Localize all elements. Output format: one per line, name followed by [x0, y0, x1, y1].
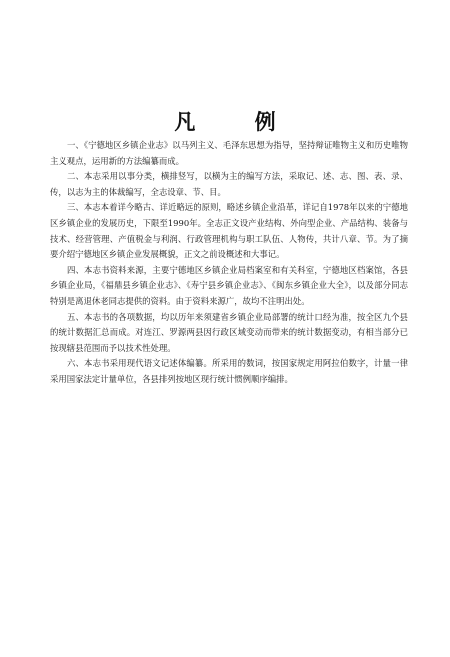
paragraph-5: 五、本志书的各项数据，均以历年来须建省乡镇企业局部署的统计口经为准，按全区九个县的统计数据汇总而成。对连江、罗源两县因行政区域变动而带来的统计数据变动，有相当部分已按现辖县范围而予以技术性处理。	[50, 311, 408, 353]
paragraph-4: 四、本志书资料来源，主要宁德地区乡镇企业局档案室和有关科室，宁德地区档案馆，各县乡镇企业局，《福鼎县乡镇企业志》、《寿宁县乡镇企业志》、《闽东乡镇企业大全》，以及部分同志特别是离退休老同志提供的资料。由于资料来源广，故均不注明出处。	[50, 264, 408, 306]
paragraph-3: 三、本志本着详今略古、详近略远的原则，略述乡镇企业沿革，详记自1978年以来的宁德地区乡镇企业的发展历史，下限至1990年。全志正文设产业结构、外向型企业、产品结构、装备与技术、经营管理、产值税金与利润、行政管理机构与职工队伍、人物传，共计八章、节。为了摘要介绍宁德地区乡镇企业发展概貌，正文之前设概述和大事记。	[50, 202, 408, 260]
paragraph-6: 六、本志书采用现代语文记述体编纂。所采用的数词，按国家规定用阿拉伯数字，计量一律采用国家法定计量单位，各县排列按地区现行统计惯例顺序编排。	[50, 358, 408, 384]
page-title: 凡 例	[174, 109, 302, 135]
body-text	[50, 138, 408, 388]
paragraph-2: 二、本志采用以事分类，横排竖写，以横为主的编写方法，采取记、述、志、图、表、录、传，以志为主的体裁编写，全志设章、节、目。	[50, 171, 408, 197]
paragraph-1: 一、《宁德地区乡镇企业志》以马列主义、毛泽东思想为指导，坚持辩证唯物主义和历史唯物主义观点，运用新的方法编纂而成。	[50, 140, 408, 166]
